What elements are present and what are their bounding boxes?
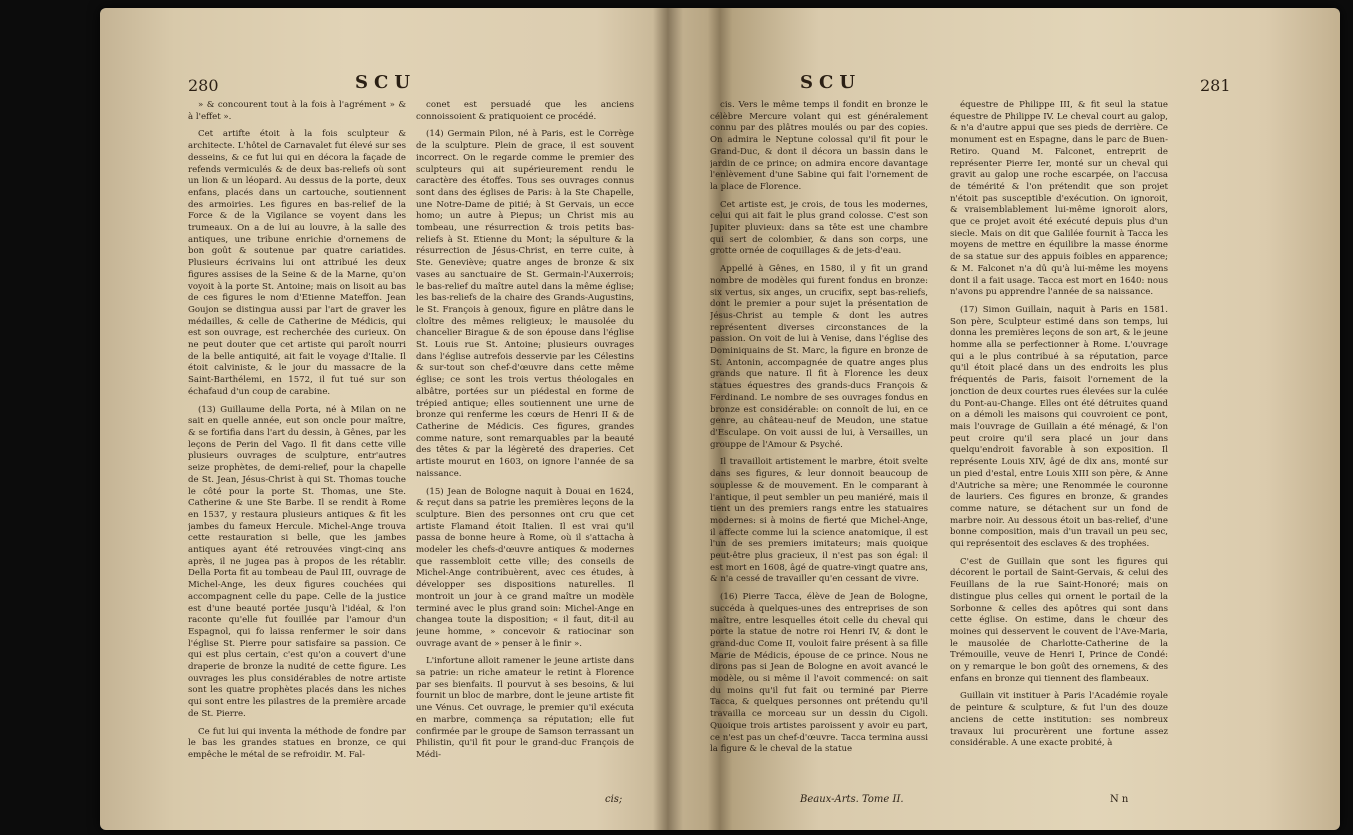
paragraph: » & concourent tout à la fois à l'agrément » & à l'effet ».	[188, 100, 406, 122]
paragraph: Il travailloit artistement le marbre, étoit svelte dans ses figures, & leur donnoit beaucoup de souplesse & de mouvement. En le comparant à l'antique, il peut sembler un peu maniéré, mais il tient un des premiers rangs entre les statuaires modernes: si à moins de fierté que Michel-Ange, il affecte comme lui la science anatomique, il est l'un de ses premiers imitateurs; mais quoique peut-être plus gracieux, il n'est pas son égal: il est mort en 1608, âgé de quatre-vingt quatre ans, & n'a cessé de travailler qu'en cessant de vivre.	[710, 457, 928, 585]
book-spread	[100, 8, 1340, 830]
gathering-mark: N n	[1110, 794, 1129, 805]
paragraph: (16) Pierre Tacca, élève de Jean de Bologne, succéda à quelques-unes des entreprises de son maître, entre lesquelles étoit celle du cheval qui porte la statue de notre roi Henri IV, & dont le grand-duc Come II, vouloit faire présent à sa fille Marie de Médicis, épouse de ce prince. Nous ne dirons pas si Jean de Bologne en avoit avancé le modèle, ou si même il l'avoit commencé: on sait du moins qu'il fut fait ou terminé par Pierre Tacca, & quelques personnes ont prétendu qu'il travailla ce morceau sur un dessin du Cigoli. Quoique trois artistes paroissent y avoir eu part, ce n'est pas un chef-d'œuvre. Tacca termina aussi la figure & le cheval de la statue	[710, 592, 928, 755]
catchword: cis;	[605, 794, 623, 805]
paragraph: conet est persuadé que les anciens connoissoient & pratiquoient ce procédé.	[416, 100, 634, 122]
left-column-1	[188, 100, 406, 790]
right-column-1	[710, 100, 928, 790]
paragraph: Guillain vit instituer à Paris l'Académie royale de peinture & sculpture, & fut l'un des douze anciens de cette institution: ses nombreux travaux lui procurèrent une fortune assez considérable. A une exacte probité, à	[950, 691, 1168, 749]
left-column-2	[416, 100, 634, 790]
signature-mark: Beaux-Arts. Tome II.	[800, 794, 904, 805]
paragraph: Ce fut lui qui inventa la méthode de fondre par le bas les grandes statues en bronze, ce qui empêche le métal de se refroidir. M. Fal-	[188, 726, 406, 760]
page-number-right: 281	[1200, 76, 1231, 95]
paragraph: cis. Vers le même temps il fondit en bronze le célèbre Mercure volant qui est généralement connu par des plâtres moulés ou par des copies. On admira le Neptune colossal qu'il fit pour le Grand-Duc, & dont il décora un bassin dans le jardin de ce prince; on admira encore davantage l'enlèvement d'une Sabine qui fait l'ornement de la place de Florence.	[710, 100, 928, 192]
paragraph: Cet artifte étoit à la fois sculpteur & architecte. L'hôtel de Carnavalet fut élevé sur ses desseins, & ce fut lui qui en décora la façade de refends vermiculés & de deux bas-reliefs où sont un lion & un léopard. Au dessus de la porte, deux enfans, placés dans un cartouche, soutiennent des armoiries. Les figures en bas-relief de la Force & de la Vigilance se voyent dans les trumeaux. On a de lui au louvre, à la salle des antiques, une tribune enrichie d'ornemens de bon goût & soutenue par quatre cariatides. Plusieurs écrivains lui ont attribué les deux figures assises de la Seine & de la Marne, qu'on voyoit à la porte St. Antoine; mais on lisoit au bas de ces figures le nom d'Etienne Mateffon. Jean Goujon se distingua aussi par l'art de graver les médailles, & celle de Catherine de Médicis, qui est son ouvrage, est recherchée des curieux. On ne peut douter que cet artiste qui paroît nourri de la belle antiquité, ait fait le voyage d'Italie. Il étoit calviniste, & le jour du massacre de la Saint-Barthélemi, en 1572, il fut tué sur son échafaud d'un coup de carabine.	[188, 129, 406, 397]
paragraph: (15) Jean de Bologne naquit à Douai en 1624, & reçut dans sa patrie les premières leçons de la sculpture. Bien des personnes ont cru que cet artiste Flamand étoit Italien. Il est vrai qu'il passa de bonne heure à Rome, où il s'attacha à modeler les chefs-d'œuvre antiques & modernes que rassembloit cette ville; des conseils de Michel-Ange contribuèrent, avec ces études, à développer ses dispositions naturelles. Il montroit un jour à ce grand maître un modèle terminé avec le plus grand soin: Michel-Ange en changea toute la disposition; « il faut, dit-il au jeune homme, » concevoir & ratiocinar son ouvrage avant de » penser à le finir ».	[416, 486, 634, 649]
right-column-2	[950, 100, 1168, 790]
paragraph: L'infortune alloit ramener le jeune artiste dans sa patrie: un riche amateur le retint à Florence par ses bienfaits. Il pourvut à ses besoins, & lui fournit un bloc de marbre, dont le jeune artiste fit une Vénus. Cet ouvrage, le premier qu'il exécuta en marbre, commença sa réputation; elle fut confirmée par le groupe de Samson terrassant un Philistin, qu'il fit pour le grand-duc François de Médi-	[416, 656, 634, 760]
left-page	[100, 8, 660, 830]
paragraph: (17) Simon Guillain, naquit à Paris en 1581. Son père, Sculpteur estimé dans son temps, lui donna les premières leçons de son art, & le jeune homme alla se perfectionner à Rome. L'ouvrage qui a le plus contribué à sa réputation, parce qu'il étoit placé dans un des endroits les plus fréquentés de Paris, faisoit l'ornement de la jonction de deux courtes rues élevées sur la culée du Pont-au-Change. Elles ont été détruites quand on a démoli les maisons qui couvroient ce pont, mais l'ouvrage de Guillain a été ménagé, & l'on peut croire qu'il sera placé un jour dans quelqu'endroit favorable à son exposition. Il représente Louis XIV, âgé de dix ans, monté sur un pied d'estal, entre Louis XIII son père, & Anne d'Autriche sa mère; une Renommée le couronne de lauriers. Ces figures en bronze, & grandes comme nature, se détachent sur un fond de marbre noir. Au dessous étoit un bas-relief, d'une bonne composition, mais d'un travail un peu sec, qui représentoit des esclaves & des trophées.	[950, 304, 1168, 550]
paragraph: (13) Guillaume della Porta, né à Milan on ne sait en quelle année, eut son oncle pour maître, & se fortifia dans l'art du dessin, à Gênes, par les leçons de Perin del Vago. Il fit dans cette ville plusieurs ouvrages de sculpture, entr'autres seize prophètes, de demi-relief, pour la chapelle de St. Jean, Jésus-Christ à qui St. Thomas touche le côté pour la porte St. Thomas, une Ste. Catherine & une Ste Barbe. Il se rendit à Rome en 1537, y restaura plusieurs antiques & fit les jambes du fameux Hercule. Michel-Ange trouva cette restauration si belle, que les jambes antiques ayant été retrouvées vingt-cinq ans après, il ne jugea pas à propos de les rétablir. Della Porta fit au tombeau de Paul III, ouvrage de Michel-Ange, les deux figures couchées qui accompagnent celle du pape. Celle de la justice est d'une beauté portée jusqu'à l'idéal, & l'on raconte qu'elle fut fouillée par l'amour d'un Espagnol, qui fo laissa renfermer le soir dans l'église St. Pierre pour satisfaire sa passion. Ce qui est plus certain, c'est qu'on a couvert d'une draperie de bronze la nudité de cette figure. Les ouvrages les plus considérables de notre artiste sont les quatre prophètes placés dans les niches qui sont entre les pilastres de la première arcade de St. Pierre.	[188, 404, 406, 719]
page-number-left: 280	[188, 76, 219, 95]
running-header-left: SCU	[355, 72, 417, 93]
paragraph: Appellé à Gênes, en 1580, il y fit un grand nombre de modèles qui furent fondus en bronze: six vertus, six anges, un crucifix, sept bas-reliefs, dont le premier a pour sujet la présentation de Jésus-Christ au temple & dont les autres représentent diverses circonstances de la passion. On voit de lui à Venise, dans l'église des Dominiquains de St. Marc, la figure en bronze de St. Antonin, accompagnée de quatre anges plus grands que nature. Il fit à Florence les deux statues équestres des grands-ducs François & Ferdinand. Le nombre de ses ouvrages fondus en bronze est considérable: on connoît de lui, en ce genre, au château-neuf de Meudon, une statue d'Esculape. On voit aussi de lui, à Versailles, un grouppe de l'Amour & Psyché.	[710, 264, 928, 450]
paragraph: Cet artiste est, je crois, de tous les modernes, celui qui ait fait le plus grand colosse. C'est son Jupiter pluvieux: dans sa tête est une chambre qui sert de colombier, & dans son corps, une grotte ornée de coquillages & de jets-d'eau.	[710, 199, 928, 257]
paragraph: équestre de Philippe III, & fit seul la statue équestre de Philippe IV. Le cheval court au galop, & n'a d'autre appui que ses pieds de derrière. Ce monument est en Espagne, dans le parc de Buen-Retiro. Quand M. Falconet, entreprit de représenter Pierre Ier, monté sur un cheval qui gravit au galop une roche escarpée, on l'accusa de témérité & l'on prétendit que son projet n'étoit pas susceptible d'exécution. On ignoroit, & vraisemblablement lui-même ignoroit alors, que ce projet avoit été exécuté depuis plus d'un siecle. Mais on dit que Galilée fournit à Tacca les moyens de mettre en équilibre la masse énorme de sa statue sur des appuis foibles en apparence; & M. Falconet n'a dû qu'à lui-même les moyens dont il a fait usage. Tacca est mort en 1640: nous n'avons pu apprendre l'année de sa naissance.	[950, 100, 1168, 298]
right-page	[670, 8, 1250, 830]
running-header-right: SCU	[800, 72, 862, 93]
paragraph: C'est de Guillain que sont les figures qui décorent le portail de Saint-Gervais, & celui des Feuillans de la rue Saint-Honoré; mais on distingue plus celles qui ornent le portail de la Sorbonne & celles des apôtres qui sont dans cette église. On estime, dans le chœur des moines qui desservent le couvent de l'Ave-Maria, le mausolée de Charlotte-Catherine de la Trémouille, veuve de Henri I, Prince de Condé: on y remarque le bon goût des ornemens, & des enfans en bronze qui tiennent des flambeaux.	[950, 556, 1168, 684]
paragraph: (14) Germain Pilon, né à Paris, est le Corrège de la sculpture. Plein de grace, il est souvent incorrect. On le regarde comme le premier des sculpteurs qui ait supérieurement rendu le caractère des étoffes. Tous ses ouvrages connus sont dans des églises de Paris: à la Ste Chapelle, une Notre-Dame de pitié; à St Gervais, un ecce homo; un autre à Piepus; un Christ mis au tombeau, une résurrection & trois petits bas-reliefs à St. Etienne du Mont; la sépulture & la résurrection de Jésus-Christ, en terre cuite, à Ste. Geneviève; quatre anges de bronze & six vases au sanctuaire de St. Germain-l'Auxerrois; le bas-relief du maître autel dans la même église; les bas-reliefs de la chaire des Grands-Augustins, le St. François à genoux, figure en plâtre dans le cloître des mêmes religieux; le mausolée du chancelier Birague & de son épouse dans l'église St. Louis rue St. Antoine; plusieurs ouvrages dans l'église autrefois desservie par les Célestins & sur-tout son chef-d'œuvre dans cette même église; ce sont les trois vertus théologales en albâtre, portées sur un piédestal en forme de trépied antique; elles soutiennent une urne de bronze qui renferme les cœurs de Henri II & de Catherine de Médicis. Ces figures, grandes comme nature, sont remarquables par la beauté des têtes & par la légèreté des draperies. Cet artiste mourut en 1603, on ignore l'année de sa naissance.	[416, 129, 634, 479]
